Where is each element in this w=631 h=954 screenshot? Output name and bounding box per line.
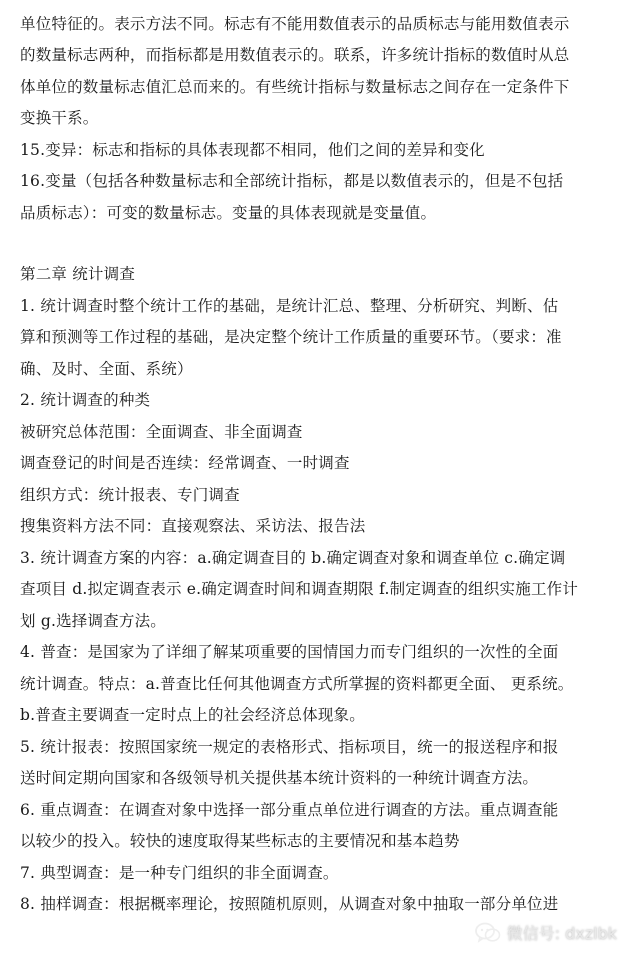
text-line: 2. 统计调查的种类 (20, 391, 151, 409)
text-line: 查项目 d.拟定调查表示 e.确定调查时间和调查期限 f.制定调查的组织实施工作计 (20, 580, 579, 598)
text-line: 送时间定期向国家和各级领导机关提供基本统计资料的一种统计调查方法。 (20, 769, 539, 787)
text-line: 搜集资料方法不同：直接观察法、采访法、报告法 (20, 517, 366, 535)
text-line: 1. 统计调查时整个统计工作的基础，是统计汇总、整理、分析研究、判断、估 (20, 297, 559, 315)
chapter-heading: 第二章 统计调查 (20, 265, 136, 283)
text-line: 6. 重点调查：在调查对象中选择一部分重点单位进行调查的方法。重点调查能 (20, 801, 559, 819)
text-line: 7. 典型调查：是一种专门组织的非全面调查。 (20, 864, 339, 882)
text-line: 确、及时、全面、系统） (20, 360, 193, 378)
text-line: 8. 抽样调查：根据概率理论，按照随机原则，从调查对象中抽取一部分单位进 (20, 895, 559, 913)
text-line: 16.变量（包括各种数量标志和全部统计指标，都是以数值表示的，但是不包括 (20, 172, 564, 190)
text-line: 组织方式：统计报表、专门调查 (20, 486, 240, 504)
text-line: 变换干系。 (20, 109, 99, 127)
wechat-watermark (475, 921, 617, 944)
text-line: 3. 统计调查方案的内容：a.确定调查目的 b.确定调查对象和调查单位 c.确定调 (20, 549, 566, 567)
text-line: b.普查主要调查一定时点上的社会经济总体现象。 (20, 706, 365, 724)
text-line: 算和预测等工作过程的基础，是决定整个统计工作质量的重要环节。（要求：准 (20, 328, 562, 346)
text-line: 划 g.选择调查方法。 (20, 612, 166, 630)
text-line: 以较少的投入。较快的速度取得某些标志的主要情况和基本趋势 (20, 832, 460, 850)
text-line: 的数量标志两种，而指标都是用数值表示的。联系，许多统计指标的数值时从总 (20, 46, 570, 64)
text-line: 单位特征的。表示方法不同。标志有不能用数值表示的品质标志与能用数值表示 (20, 15, 570, 33)
text-line: 体单位的数量标志值汇总而来的。有些统计指标与数量标志之间存在一定条件下 (20, 78, 570, 96)
watermark-text: 微信号: dxzlbk (506, 924, 617, 943)
text-line: 品质标志）：可变的数量标志。变量的具体表现就是变量值。 (20, 204, 437, 222)
text-line: 15.变异：标志和指标的具体表现都不相同，他们之间的差异和变化 (20, 141, 485, 159)
text-line: 被研究总体范围：全面调查、非全面调查 (20, 423, 303, 441)
text-line: 4. 普查：是国家为了详细了解某项重要的国情国力而专门组织的一次性的全面 (20, 643, 559, 661)
wechat-icon (475, 922, 501, 944)
text-line: 调查登记的时间是否连续：经常调查、一时调查 (20, 454, 350, 472)
text-line: 统计调查。特点：a.普查比任何其他调查方式所掌握的资料都更全面、 更系统。 (20, 675, 574, 693)
text-line: 5. 统计报表：按照国家统一规定的表格形式、指标项目，统一的报送程序和报 (20, 738, 559, 756)
